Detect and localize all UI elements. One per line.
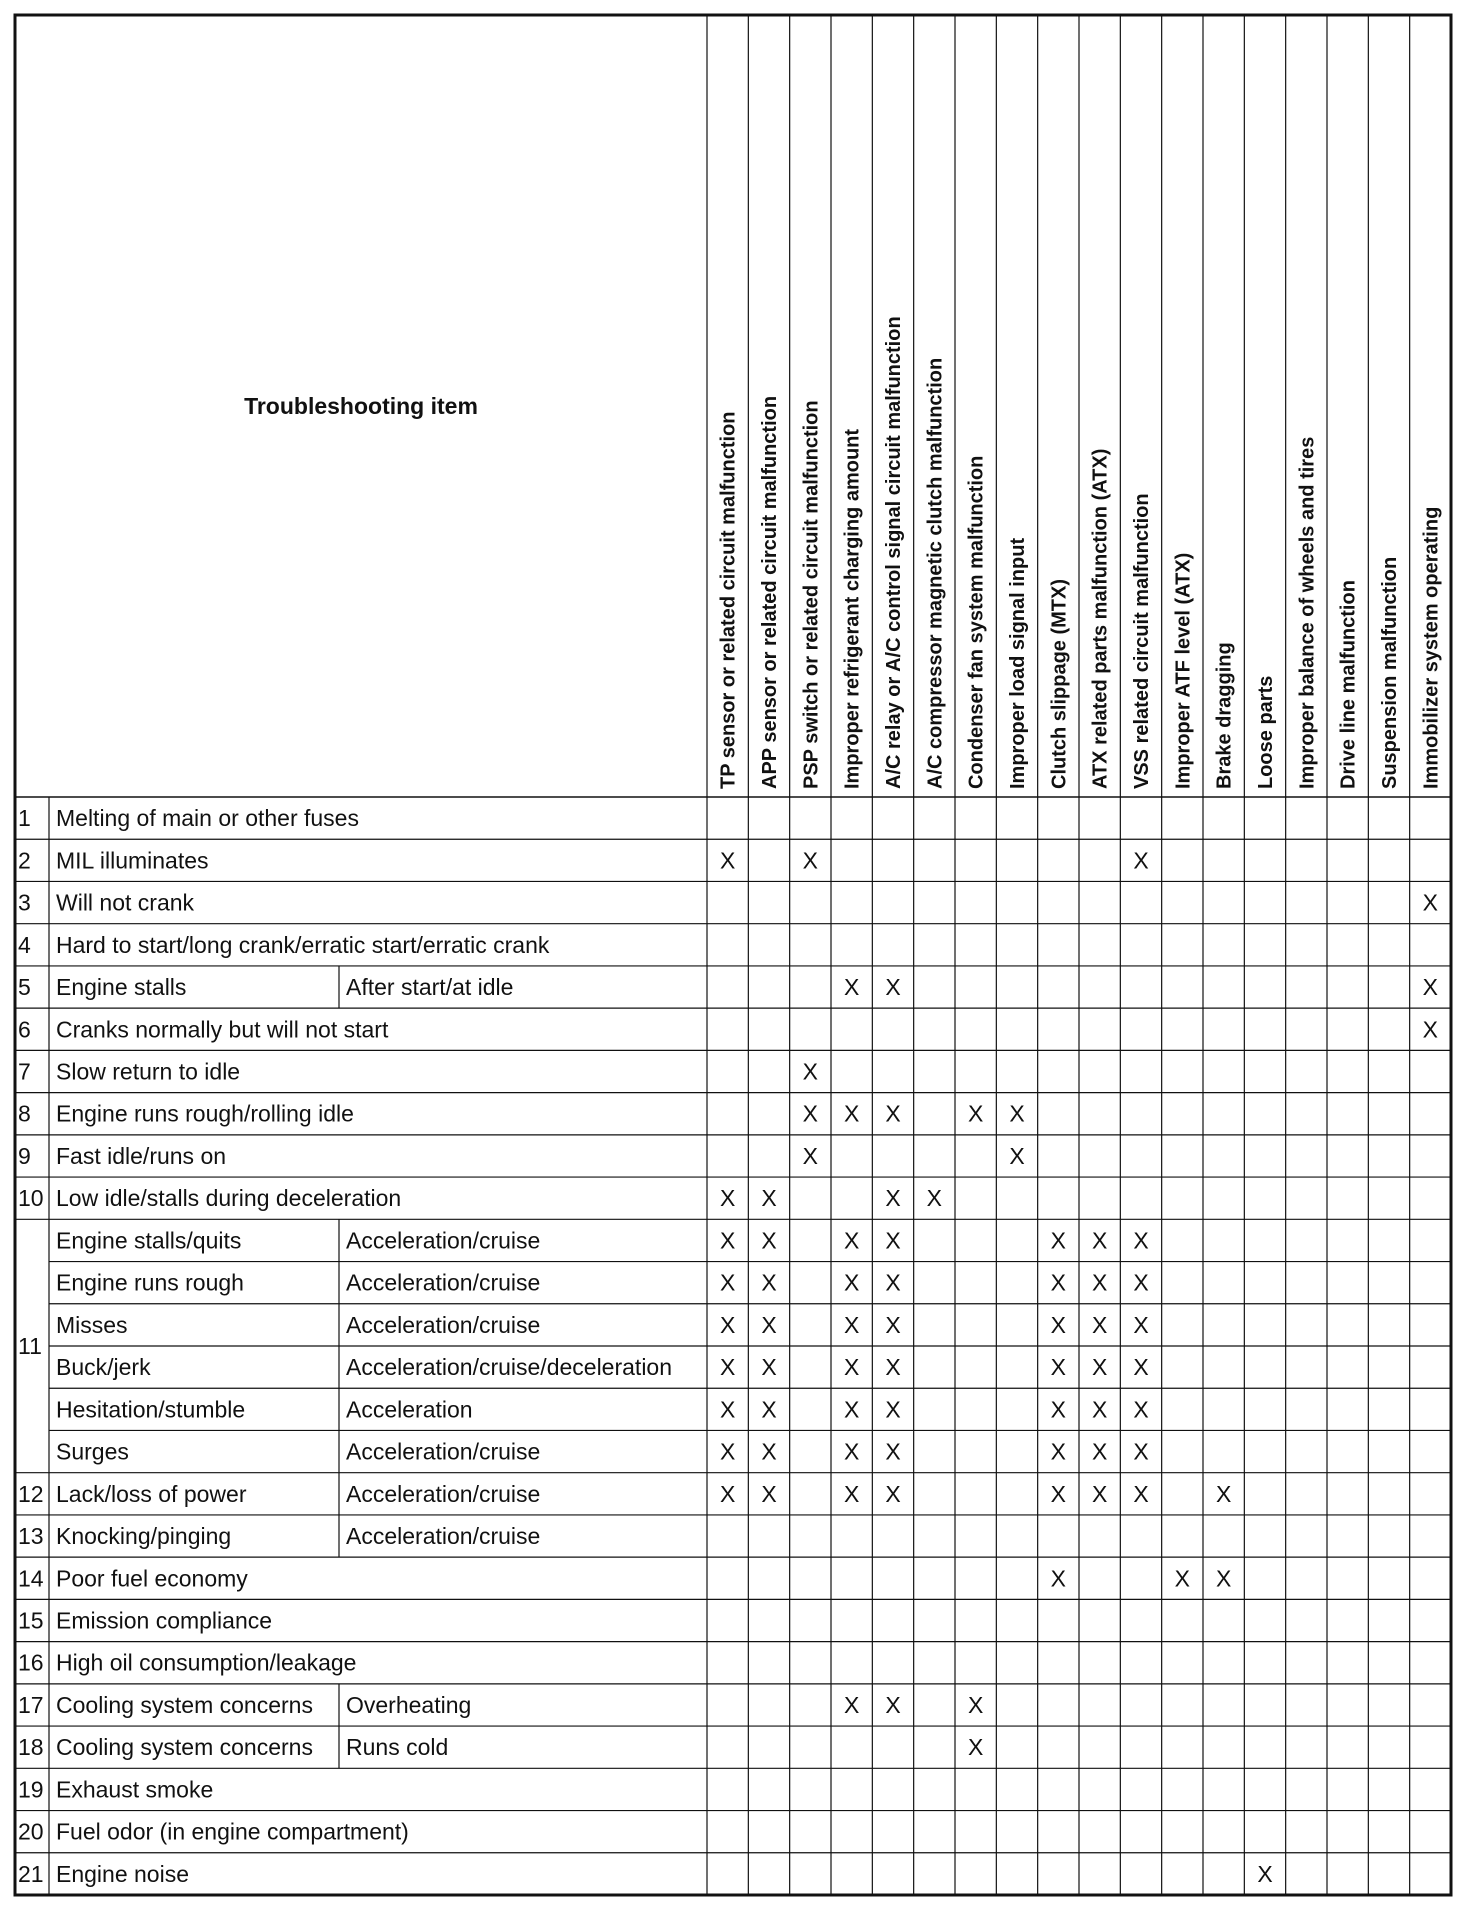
row-number: 13 <box>18 1523 44 1550</box>
row-item-label: Fuel odor (in engine compartment) <box>56 1818 409 1845</box>
mark-x: X <box>885 1438 901 1465</box>
mark-x: X <box>719 1396 736 1423</box>
row-item-label: Hesitation/stumble <box>56 1396 246 1423</box>
row-number: 10 <box>18 1185 44 1212</box>
mark-x: X <box>843 1480 860 1507</box>
header-title: Troubleshooting item <box>244 393 478 419</box>
mark-x: X <box>719 1354 736 1381</box>
row-condition-label: Acceleration <box>346 1396 473 1423</box>
row-item-label: Hard to start/long crank/erratic start/erratic crank <box>56 931 550 958</box>
mark-x: X <box>1257 1860 1273 1887</box>
mark-x: X <box>885 1311 901 1338</box>
mark-x: X <box>1215 1480 1232 1507</box>
mark-x: X <box>1422 974 1439 1001</box>
mark-x: X <box>1133 1311 1149 1338</box>
row-item-label: MIL illuminates <box>56 847 209 874</box>
row-item-label: Knocking/pinging <box>56 1523 232 1550</box>
row-number: 6 <box>18 1016 31 1043</box>
column-header: Clutch slippage (MTX) <box>1048 579 1071 789</box>
mark-x: X <box>1050 1396 1067 1423</box>
row-item-label: Engine runs rough/rolling idle <box>56 1100 354 1127</box>
row-number: 14 <box>18 1565 44 1592</box>
column-header: Condenser fan system malfunction <box>965 455 988 789</box>
row-item-label: High oil consumption/leakage <box>56 1649 357 1676</box>
mark-x: X <box>967 1100 984 1127</box>
row-number: 3 <box>18 889 31 916</box>
row-item-label: Poor fuel economy <box>56 1565 248 1592</box>
mark-x: X <box>761 1311 777 1338</box>
row-item-label: Surges <box>56 1438 129 1465</box>
column-header: A/C compressor magnetic clutch malfunction <box>924 357 947 789</box>
mark-x: X <box>719 847 736 874</box>
mark-x: X <box>719 1269 736 1296</box>
row-number: 12 <box>18 1480 44 1507</box>
mark-x: X <box>1050 1438 1067 1465</box>
mark-x: X <box>1091 1438 1108 1465</box>
row-condition-label: Acceleration/cruise <box>346 1480 541 1507</box>
column-header: Loose parts <box>1255 675 1277 789</box>
column-header: VSS related circuit malfunction <box>1131 493 1153 789</box>
mark-x: X <box>1091 1227 1108 1254</box>
row-item-label: Engine noise <box>56 1860 189 1887</box>
row-condition-label: Runs cold <box>346 1734 449 1761</box>
mark-x: X <box>1133 1396 1149 1423</box>
row-item-label: Fast idle/runs on <box>56 1142 227 1169</box>
mark-x: X <box>1091 1480 1108 1507</box>
mark-x: X <box>1091 1269 1108 1296</box>
row-number: 11 <box>18 1333 42 1359</box>
row-item-label: Engine stalls/quits <box>56 1227 242 1254</box>
mark-x: X <box>1009 1100 1025 1127</box>
column-header: Improper load signal input <box>1007 537 1029 789</box>
column-header: APP sensor or related circuit malfunction <box>759 395 781 789</box>
mark-x: X <box>761 1185 777 1212</box>
mark-x: X <box>719 1311 736 1338</box>
mark-x: X <box>761 1396 777 1423</box>
row-item-label: Engine stalls <box>56 974 187 1001</box>
mark-x: X <box>1133 847 1149 874</box>
row-number: 5 <box>18 974 31 1001</box>
row-item-label: Engine runs rough <box>56 1269 244 1296</box>
row-condition-label: Acceleration/cruise <box>346 1227 541 1254</box>
row-item-label: Cranks normally but will not start <box>56 1016 389 1043</box>
row-number: 1 <box>18 805 31 832</box>
mark-x: X <box>1215 1565 1232 1592</box>
mark-x: X <box>1091 1311 1108 1338</box>
row-item-label: Low idle/stalls during deceleration <box>56 1185 402 1212</box>
row-number: 21 <box>18 1860 44 1887</box>
row-condition-label: Acceleration/cruise <box>346 1269 541 1296</box>
row-number: 9 <box>18 1142 31 1169</box>
mark-x: X <box>761 1438 777 1465</box>
mark-x: X <box>885 974 901 1001</box>
mark-x: X <box>1050 1269 1067 1296</box>
row-item-label: Misses <box>56 1311 128 1338</box>
mark-x: X <box>1091 1354 1108 1381</box>
mark-x: X <box>761 1227 777 1254</box>
column-header: Immobilizer system operating <box>1420 506 1443 789</box>
column-header: ATX related parts malfunction (ATX) <box>1089 448 1112 789</box>
mark-x: X <box>1050 1311 1067 1338</box>
mark-x: X <box>719 1480 736 1507</box>
row-number: 17 <box>18 1691 44 1718</box>
row-number: 20 <box>18 1818 44 1845</box>
mark-x: X <box>1422 889 1439 916</box>
row-item-label: Cooling system concerns <box>56 1734 313 1761</box>
mark-x: X <box>1050 1565 1067 1592</box>
column-header: PSP switch or related circuit malfunction <box>800 400 823 789</box>
column-headers <box>718 316 1443 789</box>
mark-x: X <box>761 1480 777 1507</box>
mark-x: X <box>719 1227 736 1254</box>
row-condition-label: Acceleration/cruise/deceleration <box>346 1354 673 1381</box>
mark-x: X <box>843 1100 860 1127</box>
row-number: 4 <box>18 931 31 958</box>
mark-x: X <box>967 1734 984 1761</box>
mark-x: X <box>843 1691 860 1718</box>
row-number: 19 <box>18 1776 44 1803</box>
mark-x: X <box>1050 1480 1067 1507</box>
row-item-label: Cooling system concerns <box>56 1691 313 1718</box>
mark-x: X <box>885 1691 901 1718</box>
row-item-label: Slow return to idle <box>56 1058 241 1085</box>
mark-x: X <box>1133 1480 1149 1507</box>
row-condition-label: After start/at idle <box>346 974 514 1001</box>
mark-x: X <box>885 1185 901 1212</box>
column-header: TP sensor or related circuit malfunction <box>717 411 740 789</box>
mark-x: X <box>1422 1016 1439 1043</box>
column-header: Brake dragging <box>1213 642 1236 789</box>
row-number: 7 <box>18 1058 31 1085</box>
mark-x: X <box>843 1438 860 1465</box>
mark-x: X <box>1133 1354 1149 1381</box>
column-header: Improper refrigerant charging amount <box>841 428 864 789</box>
mark-x: X <box>885 1480 901 1507</box>
mark-x: X <box>719 1438 736 1465</box>
mark-x: X <box>761 1269 777 1296</box>
column-header: Improper balance of wheels and tires <box>1296 436 1319 789</box>
mark-x: X <box>843 974 860 1001</box>
row-number: 8 <box>18 1100 31 1127</box>
mark-x: X <box>1133 1227 1149 1254</box>
mark-x: X <box>885 1396 901 1423</box>
row-number: 18 <box>18 1734 44 1761</box>
mark-x: X <box>802 1058 819 1085</box>
row-item-label: Exhaust smoke <box>56 1776 214 1803</box>
mark-x: X <box>802 847 819 874</box>
row-number: 16 <box>18 1649 44 1676</box>
mark-x: X <box>885 1100 901 1127</box>
column-header: Drive line malfunction <box>1337 580 1360 789</box>
row-condition-label: Acceleration/cruise <box>346 1311 541 1338</box>
row-condition-label: Acceleration/cruise <box>346 1438 541 1465</box>
row-number: 15 <box>18 1607 44 1634</box>
row-item-label: Will not crank <box>56 889 195 916</box>
row-item-label: Melting of main or other fuses <box>56 805 359 832</box>
mark-x: X <box>843 1396 860 1423</box>
mark-x: X <box>802 1100 819 1127</box>
mark-x: X <box>885 1227 901 1254</box>
mark-x: X <box>1050 1227 1067 1254</box>
mark-x: X <box>843 1311 860 1338</box>
column-header: Improper ATF level (ATX) <box>1172 552 1195 789</box>
mark-x: X <box>1174 1565 1191 1592</box>
mark-x: X <box>1009 1142 1025 1169</box>
mark-x: X <box>1133 1438 1149 1465</box>
column-header: Suspension malfunction <box>1379 556 1401 789</box>
mark-x: X <box>1133 1269 1149 1296</box>
mark-x: X <box>885 1354 901 1381</box>
mark-x: X <box>1050 1354 1067 1381</box>
mark-x: X <box>719 1185 736 1212</box>
row-item-label: Lack/loss of power <box>56 1480 247 1507</box>
column-header: A/C relay or A/C control signal circuit malfunction <box>883 316 905 789</box>
row-item-label: Emission compliance <box>56 1607 273 1634</box>
mark-x: X <box>885 1269 901 1296</box>
mark-x: X <box>926 1185 943 1212</box>
row-condition-label: Acceleration/cruise <box>346 1523 541 1550</box>
mark-x: X <box>967 1691 984 1718</box>
row-item-label: Buck/jerk <box>56 1354 151 1381</box>
mark-x: X <box>802 1142 819 1169</box>
mark-x: X <box>843 1227 860 1254</box>
mark-x: X <box>843 1269 860 1296</box>
mark-x: X <box>1091 1396 1108 1423</box>
mark-x: X <box>843 1354 860 1381</box>
mark-x: X <box>761 1354 777 1381</box>
row-number: 2 <box>18 847 31 874</box>
row-condition-label: Overheating <box>346 1691 472 1718</box>
